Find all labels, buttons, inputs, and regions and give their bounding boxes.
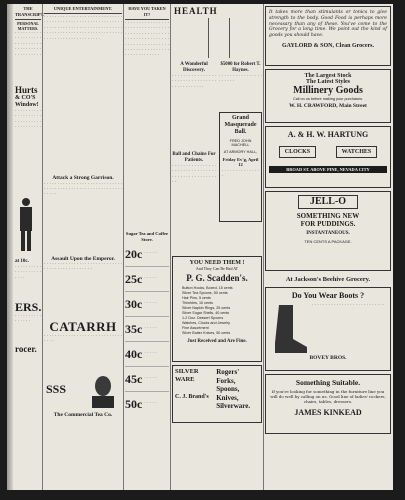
boots-headline: Do You Wear Boots ?	[291, 291, 365, 300]
millinery-ad	[265, 69, 391, 123]
price-label: 25c	[125, 271, 143, 286]
list-item: Watches, Clocks and Jewelry	[182, 321, 231, 325]
kinkead-ad	[265, 374, 391, 434]
price-row: 30c · · · · ·	[125, 292, 169, 317]
price-label: 40c	[125, 346, 143, 361]
assault-heading: Assault Upon the Emperor.	[51, 255, 115, 262]
boots-ad: Do You Wear Boots ? · · · · · · · · · · · · · · · · · · · · · · · · · · · BOVEY BROS.	[265, 287, 391, 371]
commercial-tea-ad: The Commercial Tea Co.	[53, 412, 113, 418]
list-item: Fine Assortment	[182, 326, 209, 330]
ten-cents: TEN CENTS A PACKAGE.	[304, 239, 352, 244]
health-ornament	[172, 4, 262, 62]
newspaper-page	[7, 4, 393, 490]
ad-word-3: Window!	[15, 102, 39, 108]
scadden-list	[176, 286, 258, 336]
list-item: Hair Pins, 5 cents	[182, 296, 211, 300]
column-rule	[42, 4, 43, 490]
clocks-label: CLOCKS	[279, 146, 316, 158]
masquerade-ad: Grand Masquerade Ball. FRED JOHN MACHELL AT ARMORY HALL, Friday Ev'g, April 12 · · · · · · · · · · · · · · ·	[219, 112, 262, 222]
ad-word-6: rocer.	[15, 344, 37, 354]
puddings: FOR PUDDINGS.	[300, 220, 356, 228]
silverware-ad	[172, 365, 262, 423]
news-text: · · · · · · · · · · · · · · · · · · · · · · · · · · · · · · · · · · · · · · · · · · · ·	[172, 74, 216, 90]
column-5	[265, 4, 391, 490]
ornament-frame	[208, 18, 230, 58]
news-text: · · · · · · · · · · · · · · · ·	[15, 314, 41, 325]
instantaneous: INSTANTANEOUS.	[306, 231, 350, 236]
gentleman-figure-image	[15, 195, 37, 255]
price-label: 30c	[125, 296, 143, 311]
kinkead-name: JAMES KINKEAD	[294, 408, 362, 417]
masquerade-title: Grand Masquerade Ball.	[224, 115, 257, 135]
list-item: 1-2 Doz. Dessert Spoons	[182, 316, 224, 320]
masquerade-date: Friday Ev'g, April 12	[222, 157, 259, 167]
boot-image	[269, 303, 309, 355]
silver-title: SILVER WARE	[175, 368, 199, 383]
sss-title: SSS	[46, 382, 67, 396]
suitable-headline: Something Suitable.	[295, 378, 361, 387]
gaylord-ad	[265, 6, 391, 66]
masquerade-venue: AT ARMORY HALL,	[223, 150, 258, 154]
rogers-text: Rogers' Forks, Spoons, Knives, Silverware.	[216, 368, 251, 410]
wonderful-heading: A Wonderful Discovery.	[180, 62, 208, 73]
price-label: 45c	[125, 371, 143, 386]
price-row: 45c · · · · ·	[125, 367, 169, 392]
hartung-name: A. & H. W. HARTUNG	[287, 130, 369, 139]
scadden-sub: And They Can Be Had AT	[195, 266, 239, 271]
news-text: · · · · · · · · · · · · · · · · · · · · · · · · · · · · · · · · · · · · · · · ·	[15, 109, 41, 131]
list-item: Button Hooks, Boxed, 15 cents	[182, 286, 233, 290]
latest-styles: The Latest Styles	[306, 79, 350, 85]
hartung-ad	[265, 126, 391, 188]
scadden-headline: YOU NEED THEM !	[189, 260, 245, 266]
news-text: · · · · · · · · · · · · · · · · · · · · · · · · · · · · · · · · · · · · · · · · · · · · · · ·	[44, 262, 122, 273]
column-rule	[170, 4, 171, 490]
column-rule	[123, 4, 124, 490]
news-text: · · · · · · · · · · · · · · · · · · · · · · · · · · · · · · · · · · · · · · · · · · · · · · · · · ·	[172, 164, 216, 186]
ad-word-5: ERS.	[15, 300, 42, 314]
scadden-ad	[172, 256, 262, 362]
bovey-name: BOVEY BROS.	[309, 355, 347, 361]
health-text: It takes more than stimulants or tonics to give strength to the body. Good Food is perhaps more necessary than any of these. You've come to the Grocery for a long time. We point out the kind of goods you should have.	[269, 10, 387, 39]
column-4	[172, 4, 262, 490]
attack-heading: Attack a Strong Garrison.	[52, 175, 114, 181]
masthead-left: THE TRANSCRIPT.	[15, 6, 45, 17]
suitable-text: If you're looking for something in the furniture line you will do well by calling on us. Good line of ladies' rockers, chairs, tables, dressers.	[270, 389, 386, 404]
scadden-name: P. G. Scadden's.	[186, 273, 248, 283]
hartung-address: BROAD ST. ABOVE PINE, NEVADA CITY	[269, 166, 387, 173]
news-text: · · · · · · · · · · · · · · · · · · · · · · · · · · · · · · · · · · · · · · · · · · · · · · · · · ·	[15, 31, 41, 58]
catarrh-ad: CATARRH	[49, 319, 117, 334]
masthead-center: UNIQUE ENTERTAINMENT.	[53, 6, 113, 11]
ad-word-4: at 10c.	[15, 259, 29, 264]
news-text: · · · · · · · · · · · · · · · · · · · · · · · ·	[15, 265, 41, 281]
watches-label: WATCHES	[336, 146, 378, 158]
news-text: · · · · · · · · · · · · · · · · · · · · · · · · · · · · · · · · · · · · · · · · · · · · · · · · · · · · · · · · · · · · · · ·	[44, 181, 122, 198]
jello-logo: JELL-O	[298, 195, 358, 209]
news-text: · · · · · · · · · · · · · · · · · · · · · · · · · · · · · · · · · · · · · · · · · · · · · · · · · · · · · · · · · · · · · · · · · · · · · · · · · · · · · · · · · · · · · · · · · · · · · · · · · · · · · · · · · · · · · · · · · · · · · · · · · · · · · · · · · · · · · · · · ·	[44, 15, 122, 42]
scadden-footer: Just Received and Are Fine.	[187, 339, 247, 344]
sugar-tea-heading: Sugar Tea and Coffee Store.	[125, 231, 169, 242]
column-2	[44, 4, 122, 490]
brand-name: C. J. Brand's	[175, 394, 209, 400]
news-text: · · · · · · · · · · · · · · · · · · · · · ·	[219, 74, 262, 85]
health-masthead: HEALTH	[174, 6, 218, 16]
price-list	[125, 242, 169, 416]
price-label: 20c	[125, 246, 143, 261]
list-item: Thimbles, 10 cents	[182, 301, 213, 305]
list-item: Silver Sugar Shells, 40 cents	[182, 311, 230, 315]
price-row: 25c · · · · ·	[125, 267, 169, 292]
column-1	[15, 4, 45, 490]
reward-heading: $5000 for Robert T. Haynes.	[220, 62, 261, 73]
ball-heading: Ball and Chains For Patients.	[172, 152, 216, 163]
price-label: 35c	[125, 321, 143, 336]
beehive-ad: At Jackson's Beehive Grocery.	[285, 276, 371, 283]
price-row: 35c · · · · ·	[125, 317, 169, 342]
list-item: Silver Napkin Rings, 25 cents	[182, 306, 231, 310]
column-3	[125, 4, 169, 490]
ad-word-2: & CO'S	[15, 95, 36, 101]
gaylord-name: GAYLORD & SON, Clean Grocers.	[282, 42, 374, 49]
price-row: 20c · · · · ·	[125, 242, 169, 267]
largest-stock: The Largest Stock	[304, 73, 352, 79]
portrait-image	[88, 374, 118, 408]
news-text: · · · · · · · · · · · · · · · · · · · · · · · · · · · · · · · · ·	[44, 334, 122, 345]
millinery-title: Millinery Goods	[293, 85, 363, 96]
sss-ad	[44, 372, 122, 412]
masquerade-host: FRED JOHN MACHELL	[229, 139, 252, 147]
crawford-name: W. H. CRAWFORD, Main Street	[289, 103, 367, 109]
ad-word-1: Hurts	[15, 85, 38, 95]
personal-matters-heading: PERSONAL MATTERS.	[17, 21, 39, 31]
something-new: SOMETHING NEW	[296, 212, 360, 220]
column-rule	[263, 4, 264, 490]
millinery-sub: Call on us before making your purchases.	[292, 97, 364, 101]
price-row: 40c · · · · ·	[125, 342, 169, 367]
price-label: 50c	[125, 396, 143, 411]
page-spine	[7, 4, 13, 490]
masthead-right: HAVE YOU TAKEN IT?	[128, 6, 166, 17]
news-text: · · · · · · · · · · · · · · · · · · · · · · · · · · · · · · · · · · · · · · · · · · · · · · · · · · · · · · · · · · · · · · · · · · · · · · · · · · · · · · · · · · · · · · · · · · · · · · · · · · · · · · · · · · · · ·	[125, 21, 169, 59]
jello-ad	[265, 191, 391, 271]
list-item: Silver Tea Spoons, 50 cents	[182, 291, 228, 295]
list-item: Silver Butter Knives, 50 cents	[182, 331, 231, 335]
price-row: 50c · · · · ·	[125, 396, 157, 411]
